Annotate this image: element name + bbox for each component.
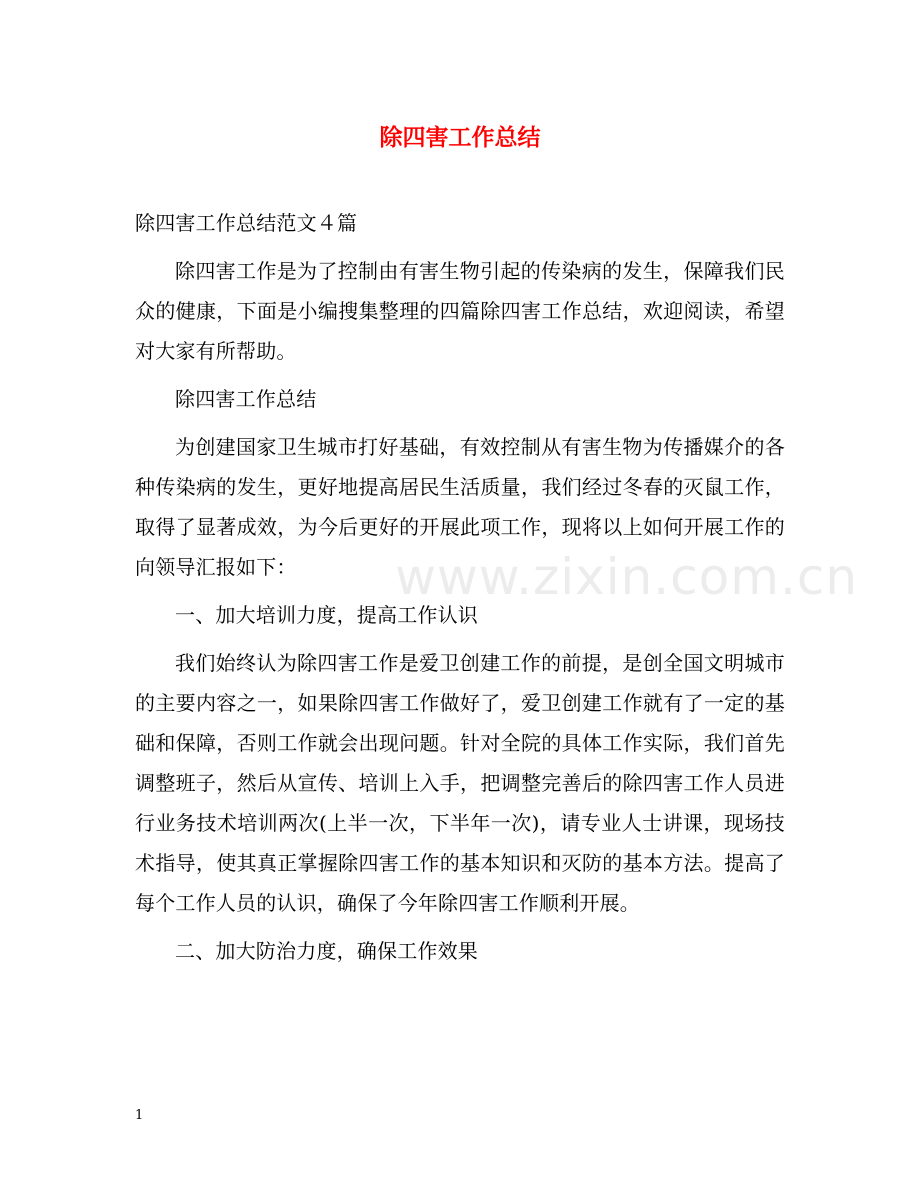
intro-paragraph: 除四害工作是为了控制由有害生物引起的传染病的发生，保障我们民众的健康，下面是小编搜集整理的四篇除四害工作总结，欢迎阅读，希望对大家有所帮助。	[135, 259, 785, 363]
page-number: 1	[135, 1108, 144, 1123]
body-paragraph: 为创建国家卫生城市打好基础，有效控制从有害生物为传播媒介的各种传染病的发生，更好地提高居民生活质量，我们经过冬春的灭鼠工作，取得了显著成效，为今后更好的开展此项工作，现将以上如何开展工作的向领导汇报如下：	[135, 435, 785, 579]
watermark-text: www.zixin.com.cn	[395, 548, 859, 606]
body-paragraph-2: 我们始终认为除四害工作是爱卫创建工作的前提，是创全国文明城市的主要内容之一，如果除四害工作做好了，爱卫创建工作就有了一定的基础和保障，否则工作就会出现问题。针对全院的具体工作实际，我们首先调整班子，然后从宣传、培训上入手，把调整完善后的除四害工作人员进行业务技术培训两次(上半一次，下半年一次)，请专业人士讲课，现场技术指导，使其真正掌握除四害工作的基本知识和灭防的基本方法。提高了每个工作人员的认识，确保了今年除四害工作顺利开展。	[135, 651, 785, 915]
document-subtitle: 除四害工作总结范文４篇	[135, 211, 358, 235]
subsection-heading-1: 一、加大培训力度，提高工作认识	[175, 603, 478, 627]
subsection-heading-2: 二、加大防治力度，确保工作效果	[175, 939, 478, 963]
document-title: 除四害工作总结	[379, 124, 541, 151]
section-heading: 除四害工作总结	[175, 387, 317, 411]
